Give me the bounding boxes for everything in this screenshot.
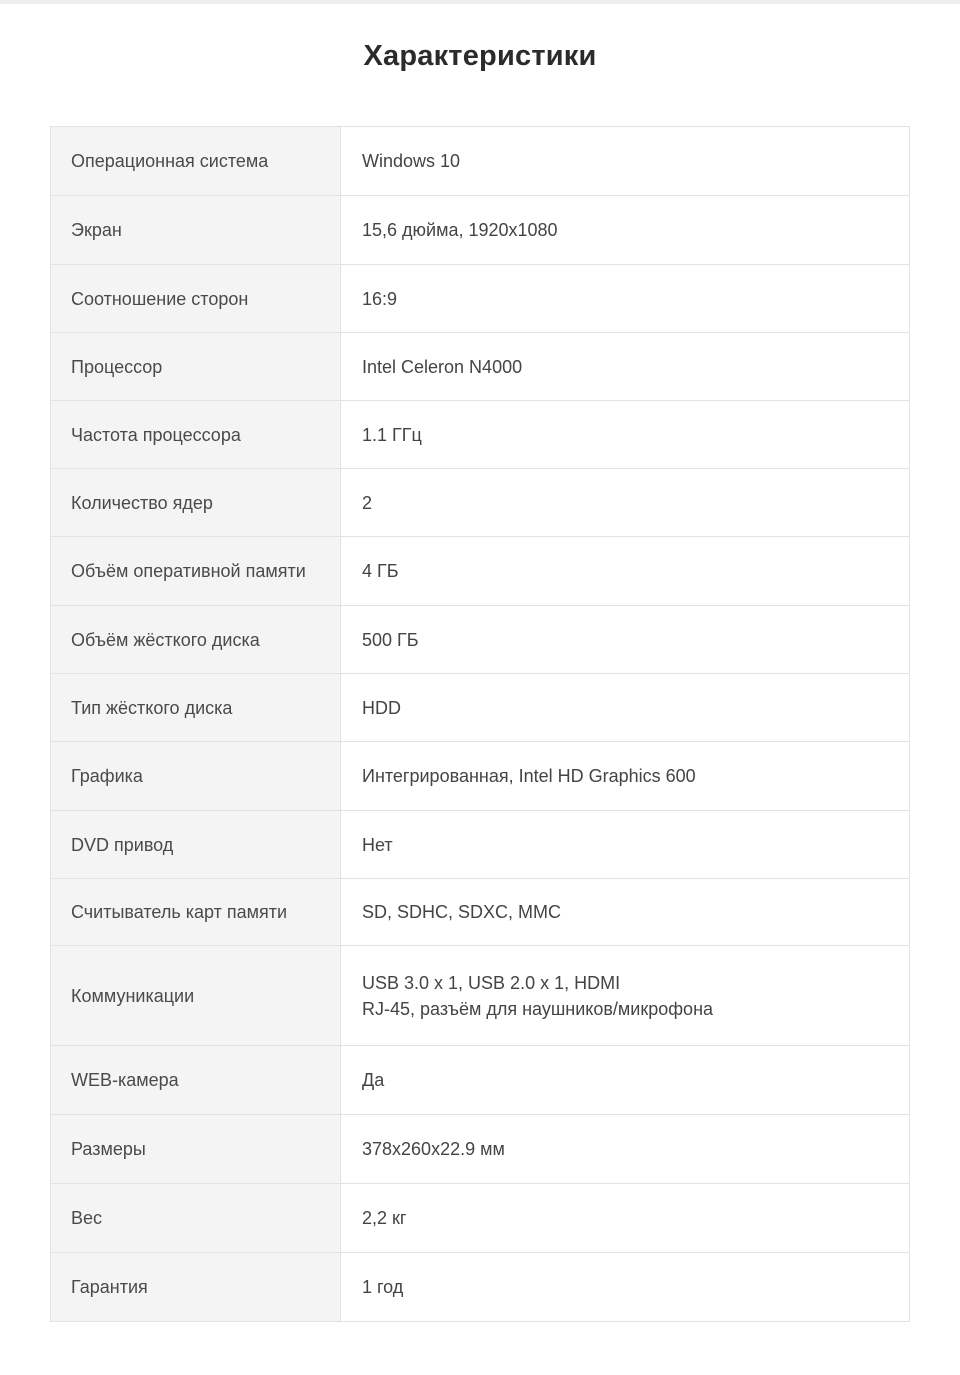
- spec-value: [341, 1046, 910, 1115]
- spec-value-line: Intel Celeron N4000: [362, 356, 523, 377]
- spec-key: Соотношение сторон: [51, 265, 341, 333]
- spec-value: [341, 127, 910, 196]
- spec-key: Объём оперативной памяти: [51, 537, 341, 606]
- spec-key: Графика: [51, 742, 341, 811]
- spec-key: Частота процессора: [51, 401, 341, 469]
- specs-table: [50, 126, 910, 1322]
- spec-row: [51, 1253, 910, 1322]
- spec-key: Гарантия: [51, 1253, 341, 1322]
- spec-value: [341, 1253, 910, 1322]
- spec-key: Вес: [51, 1184, 341, 1253]
- spec-value: [341, 879, 910, 946]
- spec-value-line: Windows 10: [362, 151, 461, 171]
- spec-value: [341, 537, 910, 606]
- spec-row: [51, 674, 910, 742]
- specs-table-body: [51, 127, 910, 1322]
- spec-key: Экран: [51, 196, 341, 265]
- spec-value: [341, 742, 910, 811]
- spec-value: [341, 946, 910, 1046]
- spec-value: [341, 401, 910, 469]
- spec-row: [51, 1184, 910, 1253]
- spec-value-line: Да: [362, 1070, 385, 1090]
- spec-value-line: 16:9: [362, 288, 398, 309]
- spec-key: DVD привод: [51, 811, 341, 879]
- spec-row: [51, 1046, 910, 1115]
- spec-value: [341, 674, 910, 742]
- spec-value: [341, 1115, 910, 1184]
- spec-value-line: SD, SDHC, SDXC, MMC: [362, 902, 562, 922]
- spec-value: [341, 265, 910, 333]
- spec-key: Считыватель карт памяти: [51, 879, 341, 946]
- spec-value-line: RJ-45, разъём для наушников/микрофона: [362, 998, 714, 1019]
- spec-key: Объём жёсткого диска: [51, 606, 341, 674]
- spec-row: [51, 333, 910, 401]
- spec-value-line: 1 год: [362, 1277, 404, 1297]
- spec-value: [341, 811, 910, 879]
- spec-value-line: 2: [362, 492, 373, 513]
- spec-value: [341, 469, 910, 537]
- spec-value-line: 15,6 дюйма, 1920x1080: [362, 220, 558, 240]
- spec-value: [341, 1184, 910, 1253]
- spec-value-line: 500 ГБ: [362, 629, 419, 650]
- spec-value-line: Нет: [362, 834, 393, 855]
- spec-row: [51, 196, 910, 265]
- spec-row: [51, 742, 910, 811]
- spec-value: [341, 606, 910, 674]
- spec-value-line: HDD: [362, 697, 401, 718]
- spec-key: Операционная система: [51, 127, 341, 196]
- spec-value-line: 1.1 ГГц: [362, 424, 422, 445]
- spec-row: [51, 537, 910, 606]
- spec-row: [51, 1115, 910, 1184]
- spec-key: Количество ядер: [51, 469, 341, 537]
- spec-value-line: Интегрированная, Intel HD Graphics 600: [362, 766, 696, 786]
- spec-row: [51, 879, 910, 946]
- spec-value-line: 2,2 кг: [362, 1208, 407, 1228]
- spec-row: [51, 265, 910, 333]
- spec-key: Процессор: [51, 333, 341, 401]
- spec-value: [341, 196, 910, 265]
- top-divider: [0, 0, 960, 4]
- spec-row: [51, 401, 910, 469]
- spec-key: Размеры: [51, 1115, 341, 1184]
- spec-row: [51, 946, 910, 1046]
- spec-value-line: USB 3.0 x 1, USB 2.0 x 1, HDMI: [362, 972, 621, 993]
- spec-key: Коммуникации: [51, 946, 341, 1046]
- spec-row: [51, 811, 910, 879]
- spec-row: [51, 606, 910, 674]
- spec-key: Тип жёсткого диска: [51, 674, 341, 742]
- page-title: Характеристики: [363, 40, 597, 72]
- spec-row: [51, 127, 910, 196]
- spec-row: [51, 469, 910, 537]
- spec-value: [341, 333, 910, 401]
- spec-value-line: 378x260x22.9 мм: [362, 1139, 505, 1159]
- spec-key: WEB-камера: [51, 1046, 341, 1115]
- spec-value-line: 4 ГБ: [362, 561, 399, 581]
